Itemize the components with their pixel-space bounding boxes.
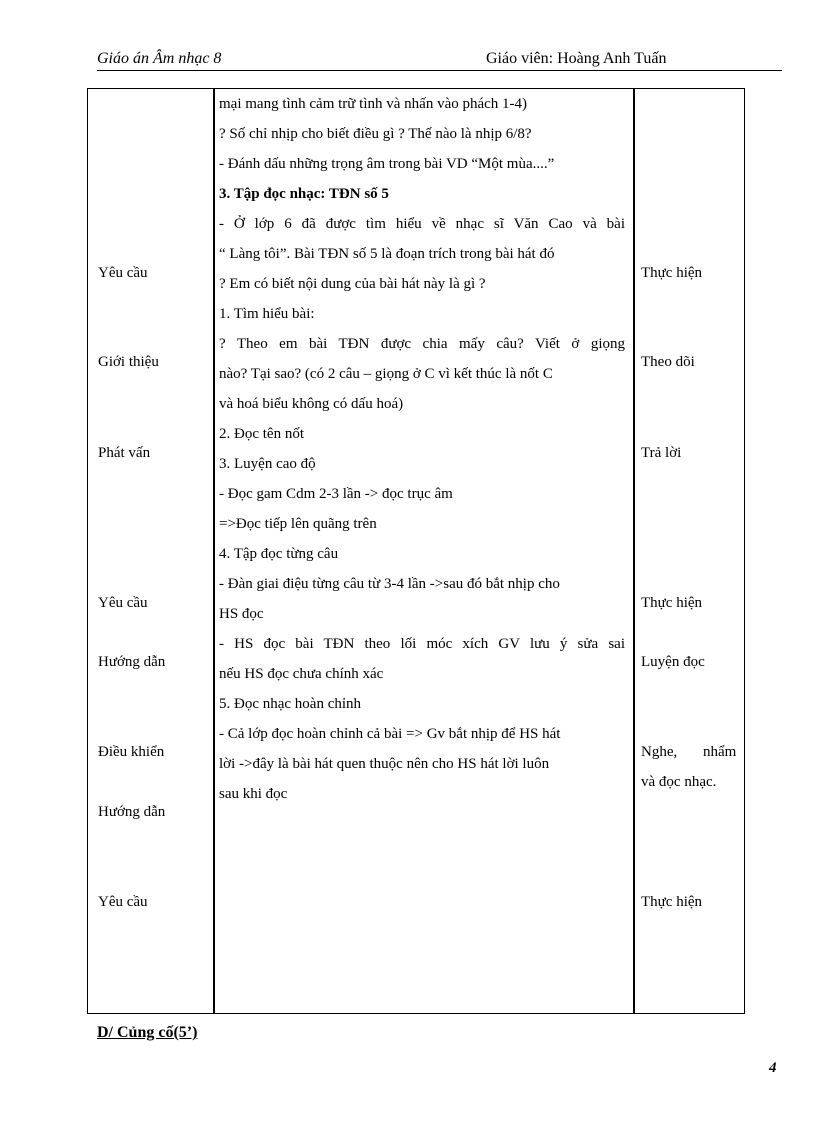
student-action-label: Thực hiện xyxy=(641,894,703,910)
content-line: ? Em có biết nội dung của bài hát này là gì ? xyxy=(219,276,486,292)
page-header xyxy=(97,48,782,71)
teacher-action-label: Yêu cầu xyxy=(98,265,148,281)
student-action-label: Trả lời xyxy=(641,445,682,461)
header-subject: Giáo án Âm nhạc 8 xyxy=(97,50,222,67)
content-line: - Đọc gam Cdm 2-3 lần -> đọc trục âm xyxy=(219,486,453,502)
header-teacher: Giáo viên: Hoàng Anh Tuấn xyxy=(486,50,667,67)
content-line: - HS đọc bài TĐN theo lối móc xích GV lưu ý sửa sai xyxy=(219,636,625,652)
content-line: 2. Đọc tên nốt xyxy=(219,426,304,442)
teacher-action-label: Yêu cầu xyxy=(98,894,148,910)
content-line: HS đọc xyxy=(219,606,264,622)
student-action-label: Nghe, nhẩm xyxy=(641,744,737,760)
content-heading: 3. Tập đọc nhạc: TĐN số 5 xyxy=(219,186,389,202)
student-action-label: và đọc nhạc. xyxy=(641,774,717,790)
content-line: - Ở lớp 6 đã được tìm hiểu về nhạc sĩ Văn Cao và bài xyxy=(219,216,625,232)
content-line: 3. Luyện cao độ xyxy=(219,456,316,472)
student-action-label: Luyện đọc xyxy=(641,654,705,670)
content-line: 5. Đọc nhạc hoàn chỉnh xyxy=(219,696,362,712)
teacher-action-label: Giới thiệu xyxy=(98,354,159,370)
content-line: và hoá biểu không có dấu hoá) xyxy=(219,396,404,412)
lesson-table xyxy=(87,88,745,1014)
content-line: nào? Tại sao? (có 2 câu – giọng ở C vì kết thúc là nốt C xyxy=(219,366,553,382)
section-title: D/ Củng cố(5’) xyxy=(97,1024,198,1041)
teacher-action-label: Điều khiển xyxy=(98,744,165,760)
content-line: =>Đọc tiếp lên quãng trên xyxy=(219,516,377,532)
content-line: lời ->đây là bài hát quen thuộc nên cho HS hát lời luôn xyxy=(219,756,550,772)
student-action-label: Thực hiện xyxy=(641,595,703,611)
content-line: mại mang tình cảm trữ tình và nhấn vào phách 1-4) xyxy=(219,96,528,112)
content-line: “ Làng tôi”. Bài TĐN số 5 là đoạn trích trong bài hát đó xyxy=(219,246,555,262)
content-line: - Đàn giai điệu từng câu từ 3-4 lần ->sau đó bắt nhịp cho xyxy=(219,576,560,592)
content-line: ? Số chỉ nhịp cho biết điều gì ? Thế nào là nhịp 6/8? xyxy=(219,126,532,142)
content-line: 1. Tìm hiểu bài: xyxy=(219,306,315,322)
teacher-action-label: Yêu cầu xyxy=(98,595,148,611)
column-divider-2 xyxy=(633,88,635,1014)
student-action-label: Theo dõi xyxy=(641,354,695,370)
content-line: nếu HS đọc chưa chính xác xyxy=(219,666,384,682)
teacher-action-label: Hướng dẫn xyxy=(98,804,166,820)
content-line: sau khi đọc xyxy=(219,786,288,802)
content-line: ? Theo em bài TĐN được chia mấy câu? Viết ở giọng xyxy=(219,336,625,352)
teacher-action-label: Phát vấn xyxy=(98,445,151,461)
page-number: 4 xyxy=(769,1060,777,1076)
content-line: - Đánh dấu những trọng âm trong bài VD “Một mùa....” xyxy=(219,156,555,172)
student-action-label: Thực hiện xyxy=(641,265,703,281)
teacher-action-label: Hướng dẫn xyxy=(98,654,166,670)
content-line: 4. Tập đọc từng câu xyxy=(219,546,339,562)
content-line: - Cả lớp đọc hoàn chỉnh cả bài => Gv bắt nhịp để HS hát xyxy=(219,726,561,742)
activity-content-column xyxy=(219,89,625,809)
column-divider-1 xyxy=(213,88,215,1014)
